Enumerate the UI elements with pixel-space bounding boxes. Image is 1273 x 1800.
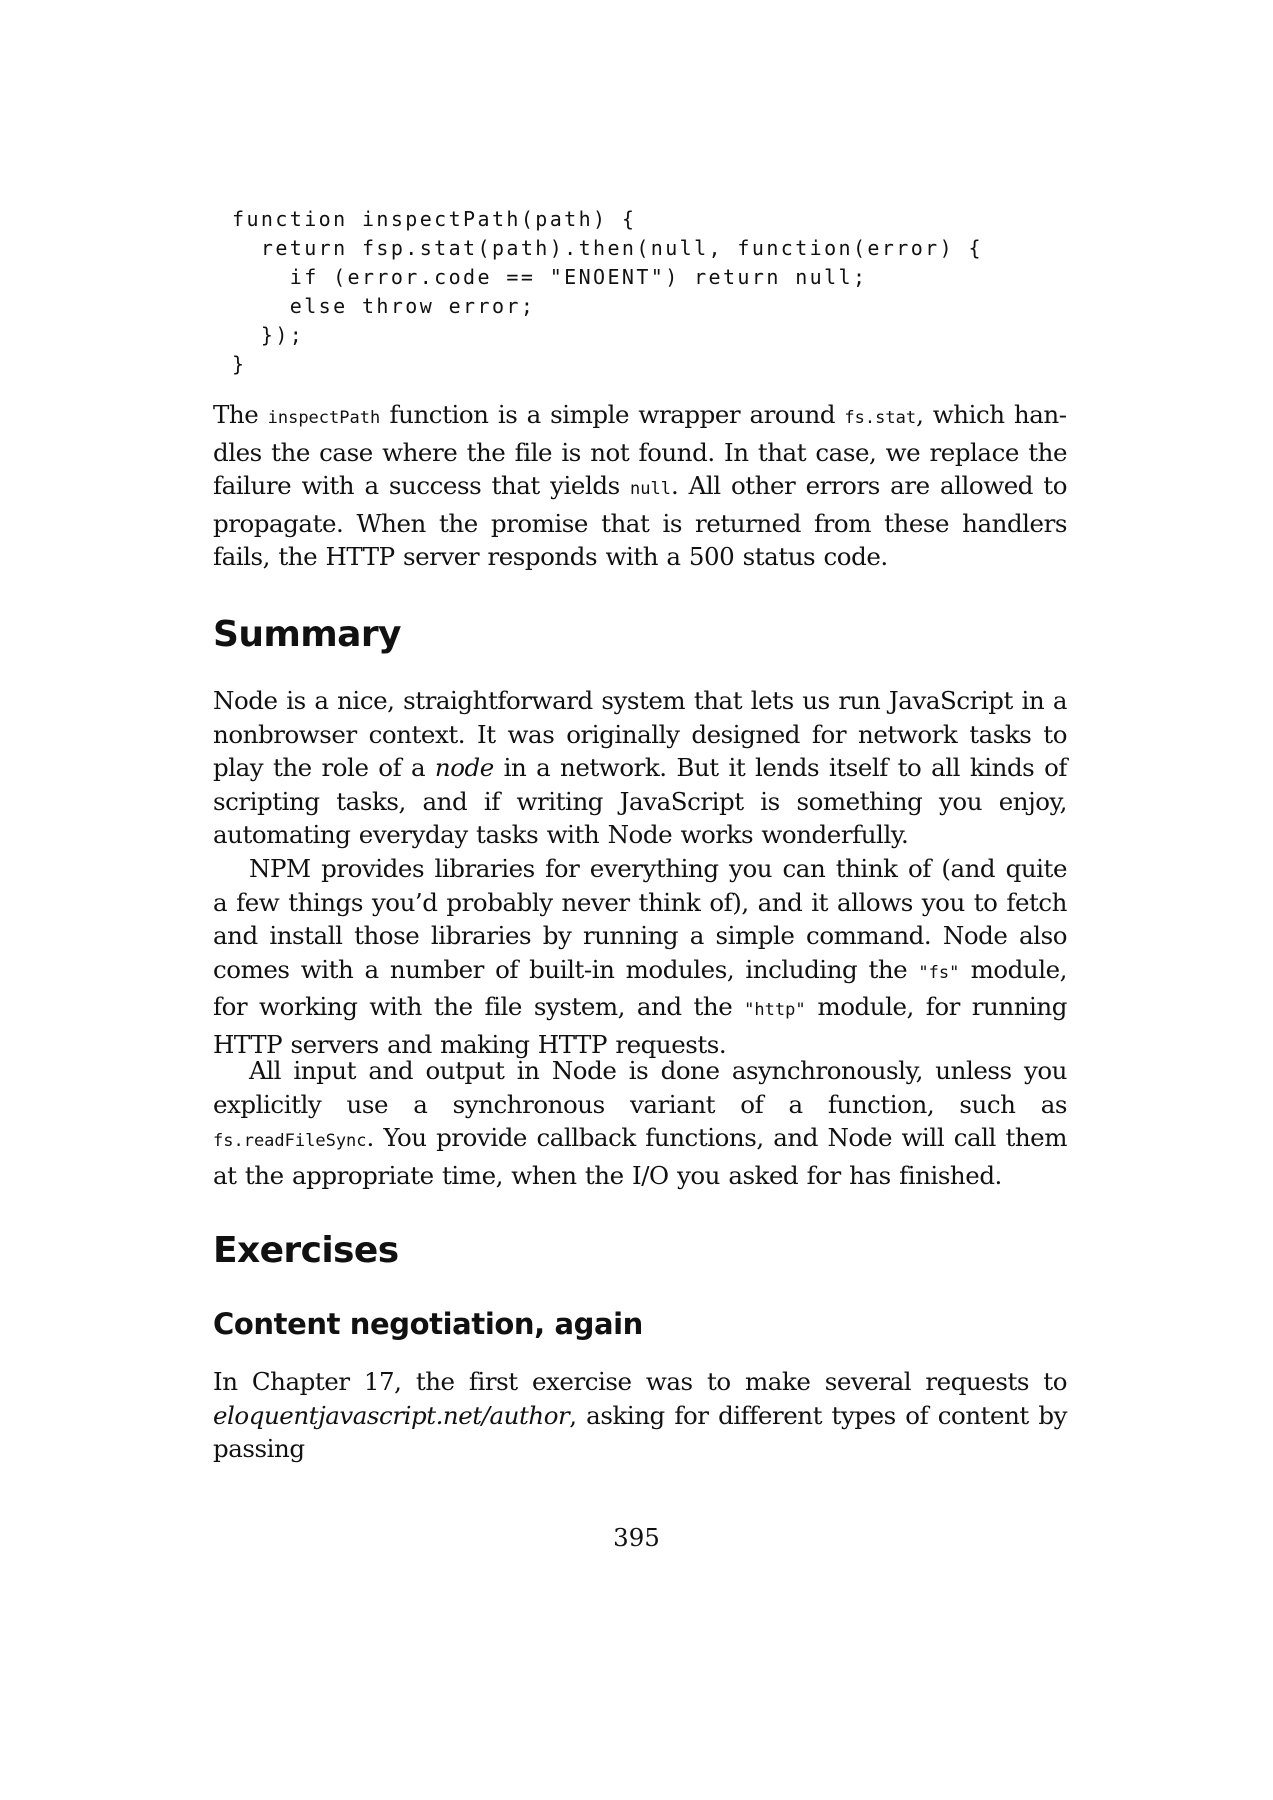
emphasis: eloquentjavascript.net/author bbox=[213, 1400, 570, 1430]
code-line: }); bbox=[232, 323, 305, 347]
code-line: } bbox=[232, 352, 247, 376]
inline-code: fs.stat bbox=[844, 408, 917, 428]
page-number: 395 bbox=[613, 1523, 660, 1552]
emphasis: node bbox=[434, 753, 494, 783]
exercises-heading: Exercises bbox=[213, 1230, 399, 1271]
intro-paragraph: The inspectPath function is a simple wrapper around fs.stat, which handles the case where the file is not found. In that case, we replace the failure with a success that yields null. All other errors are allowed to propagate. When the promise that is returned from these handlers fails, the HTTP server responds with a 500 status code. bbox=[213, 400, 1068, 572]
inline-code: fs.readFileSync bbox=[213, 1131, 367, 1152]
code-line: if (error.code == "ENOENT") return null; bbox=[232, 265, 868, 289]
summary-heading: Summary bbox=[213, 614, 401, 655]
exercise-paragraph: In Chapter 17, the first exercise was to make several requests to eloquentjavascript.net/author, asking for different types of content by passing bbox=[213, 1367, 1067, 1464]
code-block bbox=[232, 205, 983, 379]
inline-code: null bbox=[630, 479, 671, 500]
summary-paragraph-2: NPM provides libraries for everything you can think of (and quite a few things you’d probably never think of), and it allows you to fetch and install those libraries by running a simple command. Node also comes with a number of built-in modules, including the "fs" module, for working with the file system, and the "http" module, for running HTTP servers and making HTTP requests. bbox=[213, 854, 1067, 1059]
inline-code: "http" bbox=[744, 1000, 806, 1021]
code-line: return fsp.stat(path).then(null, function(error) { bbox=[232, 236, 983, 260]
summary-paragraph-3: All input and output in Node is done asynchronously, unless you explicitly use a synchronous variant of a function, such as fs.readFileSync. You provide callback functions, and Node will call them at the appropriate time, when the I/O you asked for has finished. bbox=[213, 1056, 1067, 1190]
summary-paragraph-1: Node is a nice, straightforward system that lets us run JavaScript in a nonbrowser context. It was originally designed for network tasks to play the role of a node in a network. But it lends itself to all kinds of scripting tasks, and if writing JavaScript is something you enjoy, automating everyday tasks with Node works wonderfully. bbox=[213, 686, 1067, 850]
code-line: else throw error; bbox=[232, 294, 536, 318]
code-line: function inspectPath(path) { bbox=[232, 207, 637, 231]
inline-code: inspectPath bbox=[267, 408, 381, 428]
exercise-subheading: Content negotiation, again bbox=[213, 1307, 643, 1341]
inline-code: "fs" bbox=[918, 962, 960, 983]
